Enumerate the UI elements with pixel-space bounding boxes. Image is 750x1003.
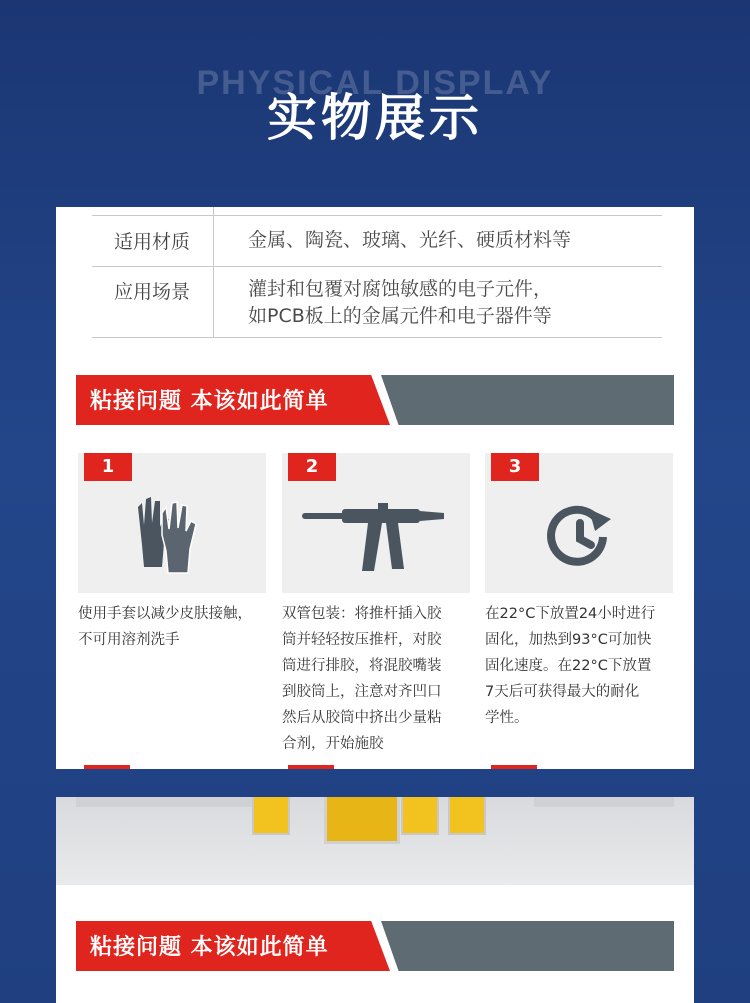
step-description — [78, 601, 268, 653]
step-number: 2 — [288, 453, 336, 481]
spec-value-line: 灌封和包覆对腐蚀敏感的电子元件， — [248, 278, 553, 300]
step-desc-line: 筒并轻轻按压推杆，对胶 — [282, 632, 442, 648]
clock-cycle-icon — [485, 473, 673, 583]
step-number-peek — [491, 765, 537, 769]
step-desc-line: 筒进行排胶，将混胶嘴装 — [282, 658, 442, 674]
step-description — [485, 601, 675, 731]
step-number-peek — [84, 765, 130, 769]
section-title: 粘接问题 本该如此简单 — [90, 935, 329, 960]
spec-value — [248, 227, 662, 254]
table-divider — [213, 216, 214, 266]
ghost-heading: PHYSICAL DISPLAY — [196, 64, 554, 102]
section-banner — [76, 375, 674, 425]
section-title: 粘接问题 本该如此简单 — [90, 389, 329, 414]
table-divider — [213, 207, 214, 215]
adhesive-tube — [401, 797, 439, 835]
step-number: 1 — [84, 453, 132, 481]
spec-row-application — [92, 266, 662, 338]
adhesive-tube — [448, 797, 486, 835]
step-desc-line: 然后从胶筒中挤出少量粘 — [282, 710, 442, 726]
spec-value — [248, 276, 662, 330]
step-desc-line: 合剂，开始施胶 — [282, 736, 384, 752]
section-banner — [76, 921, 674, 971]
gloves-icon — [78, 473, 266, 583]
step-description — [282, 601, 472, 757]
step-desc-line: 到胶筒上，注意对齐凹口 — [282, 684, 442, 700]
spec-value-line: 金属、陶瓷、玻璃、光纤、硬质材料等 — [248, 229, 572, 251]
spec-value-line: 如PCB板上的金属元件和电子器件等 — [248, 305, 552, 327]
step-number-peek — [288, 765, 334, 769]
adhesive-tube — [252, 797, 290, 835]
spec-table — [92, 215, 662, 338]
step-desc-line: 使用手套以减少皮肤接触， — [78, 606, 252, 622]
spec-row-material — [92, 215, 662, 266]
step-desc-line: 固化速度。在22°C下放置 — [485, 658, 652, 674]
spec-key: 应用场景 — [113, 281, 190, 303]
photo-shelf — [76, 797, 266, 807]
step-desc-line: 不可用溶剂洗手 — [78, 632, 180, 648]
product-photo — [56, 797, 694, 885]
step-desc-line: 固化，加热到93°C可加快 — [485, 632, 652, 648]
step-desc-line: 双管包装：将推杆插入胶 — [282, 606, 442, 622]
step-desc-line: 学性。 — [485, 710, 529, 726]
step-number: 3 — [491, 453, 539, 481]
photo-shelf — [534, 797, 674, 807]
table-divider — [213, 267, 214, 337]
dispenser-gun-icon — [282, 473, 470, 583]
spec-key: 适用材质 — [113, 231, 190, 253]
step-desc-line: 7天后可获得最大的耐化 — [485, 684, 640, 700]
step-desc-line: 在22°C下放置24小时进行 — [485, 606, 656, 622]
adhesive-tube — [324, 797, 400, 844]
info-card — [56, 207, 694, 769]
banner-grey-block — [381, 375, 674, 425]
banner-grey-block — [381, 921, 674, 971]
page-title: 实物展示 — [267, 89, 483, 147]
product-card — [56, 797, 694, 1003]
